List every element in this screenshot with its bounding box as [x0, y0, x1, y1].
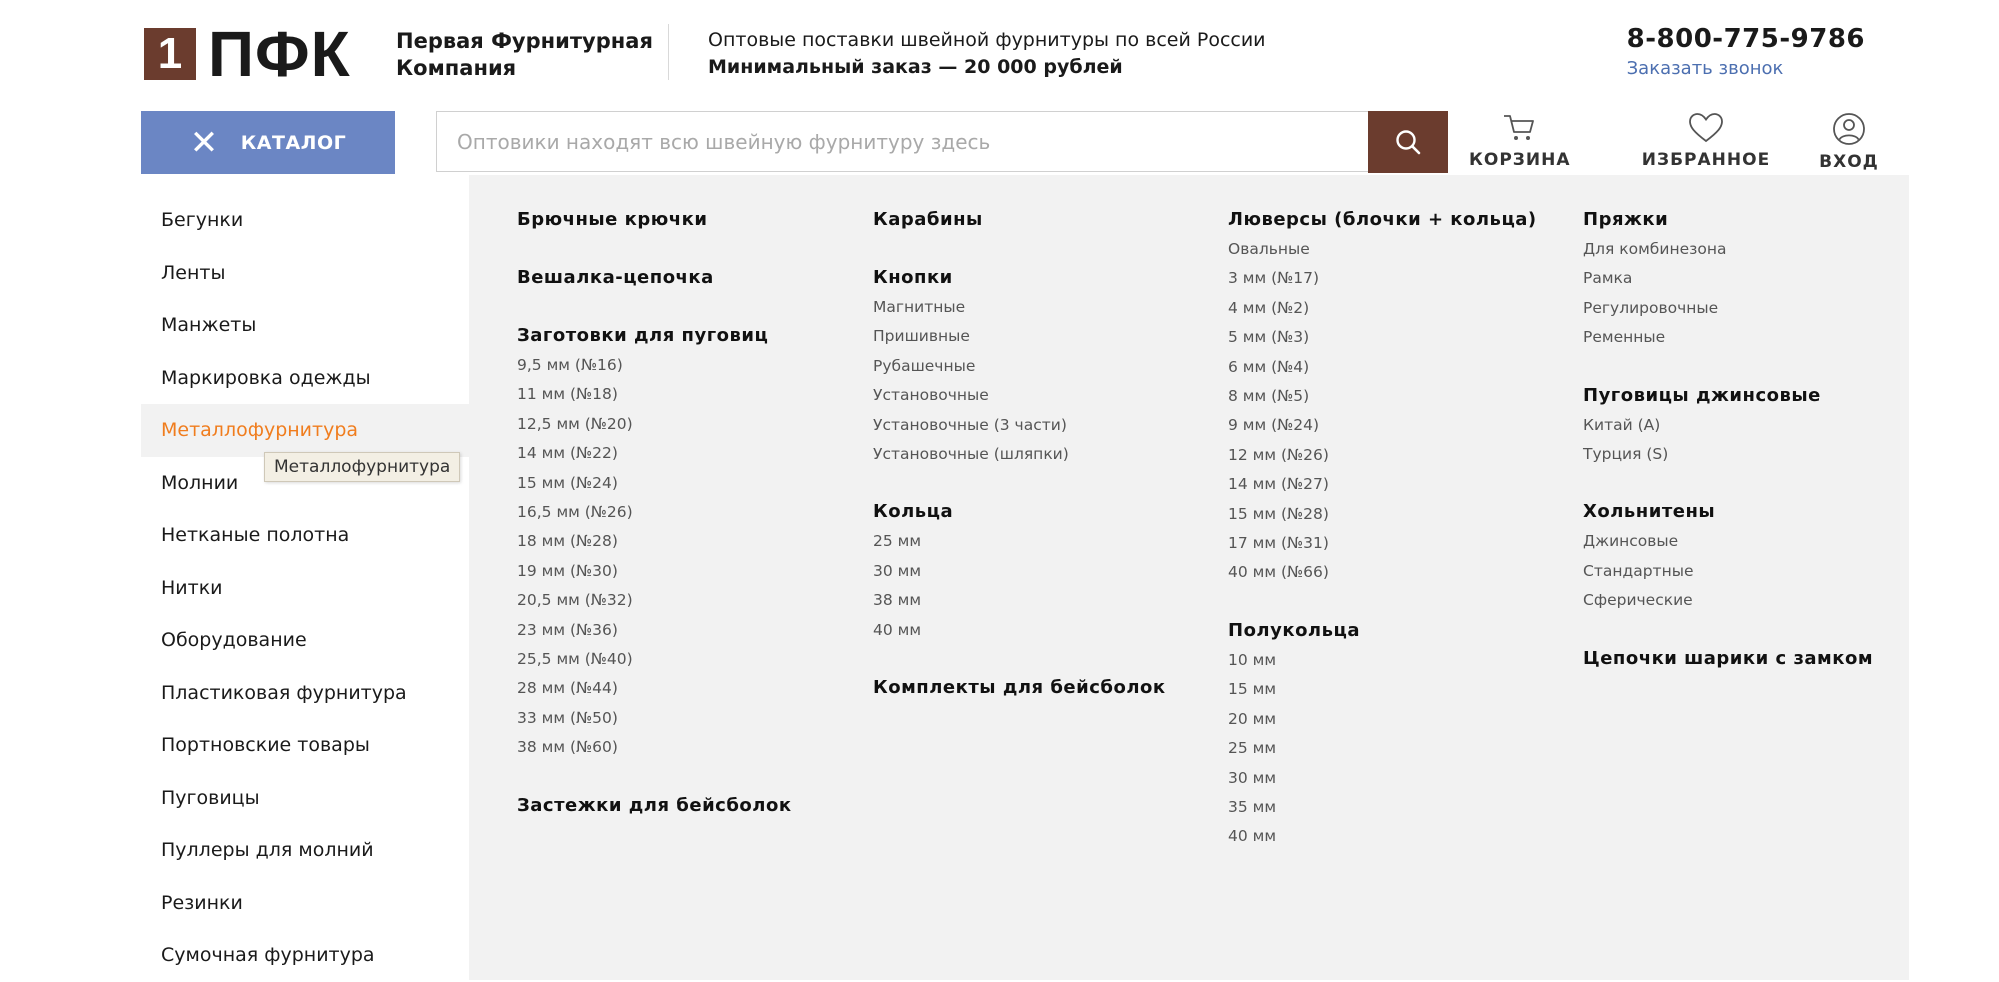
submenu-group-title[interactable]: Заготовки для пуговиц	[517, 325, 769, 346]
slogan	[708, 27, 1266, 81]
sidebar-item-oborudovanie[interactable]: Оборудование	[161, 629, 307, 651]
submenu-link[interactable]: Овальные	[1228, 240, 1310, 258]
submenu-link[interactable]: 14 мм (№22)	[517, 444, 618, 463]
submenu-column-2	[873, 205, 1213, 731]
submenu-link[interactable]: 25 мм	[1228, 739, 1277, 758]
sidebar-item-manzhety[interactable]: Манжеты	[161, 314, 257, 336]
submenu-link[interactable]: Регулировочные	[1583, 298, 1719, 317]
company-name	[396, 28, 653, 82]
submenu-link[interactable]: Сферические	[1583, 591, 1693, 610]
submenu-link[interactable]: 25,5 мм (№40)	[517, 650, 633, 669]
catalog-sidebar	[141, 194, 469, 982]
submenu-link[interactable]: 16,5 мм (№26)	[517, 503, 633, 522]
submenu-column-1	[517, 205, 857, 849]
header-divider	[668, 24, 669, 80]
submenu-group	[873, 263, 1213, 469]
submenu-link[interactable]: Установочные (шляпки)	[873, 445, 1069, 464]
submenu-link[interactable]: 15 мм (№28)	[1228, 504, 1329, 523]
submenu-group-title[interactable]: Карабины	[873, 209, 983, 230]
callback-link[interactable]: Заказать звонок	[1626, 58, 1784, 79]
submenu-group	[1583, 381, 1923, 470]
cart-label: КОРЗИНА	[1469, 150, 1571, 170]
submenu-group	[873, 205, 1213, 235]
search-input[interactable]	[455, 129, 1339, 155]
submenu-link[interactable]: 11 мм (№18)	[517, 385, 618, 404]
submenu-link[interactable]: Рубашечные	[873, 356, 976, 375]
slogan-line1: Оптовые поставки швейной фурнитуры по всей России	[708, 29, 1266, 51]
sidebar-item-sumochnaya-furnitura[interactable]: Сумочная фурнитура	[161, 944, 375, 966]
sidebar-item-begunki[interactable]: Бегунки	[161, 209, 244, 231]
company-name-line1: Первая Фурнитурная	[396, 29, 653, 53]
submenu-group-title[interactable]: Пуговицы джинсовые	[1583, 384, 1821, 406]
submenu-link[interactable]: Китай (A)	[1583, 415, 1661, 434]
submenu-link[interactable]: 4 мм (№2)	[1228, 298, 1310, 317]
login-label: ВХОД	[1819, 152, 1879, 172]
company-name-line2: Компания	[396, 56, 517, 80]
sidebar-item-plastikovaya-furnitura[interactable]: Пластиковая фурнитура	[161, 681, 407, 704]
submenu-link[interactable]: 25 мм	[873, 532, 922, 551]
submenu-group	[1228, 616, 1568, 852]
search-button[interactable]	[1368, 111, 1448, 173]
submenu-link[interactable]: 40 мм (№66)	[1228, 563, 1329, 582]
submenu-group	[517, 791, 857, 821]
submenu-link[interactable]: Стандартные	[1583, 561, 1694, 580]
submenu-link[interactable]: 15 мм	[1228, 680, 1277, 699]
submenu-link[interactable]: Для комбинезона	[1583, 240, 1727, 258]
submenu-group-title[interactable]: Брючные крючки	[517, 209, 708, 230]
logo[interactable]	[144, 18, 351, 90]
sidebar-item-markirovka[interactable]: Маркировка одежды	[161, 366, 371, 389]
submenu-link[interactable]: 40 мм	[1228, 827, 1277, 846]
submenu-link[interactable]: 38 мм	[873, 591, 922, 610]
submenu-link[interactable]: Турция (S)	[1583, 445, 1669, 464]
catalog-button[interactable]	[141, 111, 395, 174]
submenu-link[interactable]: 30 мм	[873, 561, 922, 580]
favorites-label: ИЗБРАННОЕ	[1641, 150, 1771, 170]
submenu-link[interactable]: Установочные	[873, 386, 989, 405]
submenu-link[interactable]: 33 мм (№50)	[517, 708, 618, 727]
submenu-group	[1583, 205, 1923, 353]
submenu-link[interactable]: 6 мм (№4)	[1228, 357, 1310, 376]
submenu-link[interactable]: 40 мм	[873, 620, 922, 639]
sidebar-item-metallofurnitura[interactable]: Металлофурнитура	[141, 404, 469, 457]
user-icon	[1832, 112, 1866, 146]
submenu-group	[1228, 205, 1568, 588]
sidebar-item-netkanye-polotna[interactable]: Нетканые полотна	[161, 524, 350, 546]
submenu-group	[873, 673, 1213, 703]
submenu-link[interactable]: Пришивные	[873, 327, 970, 346]
submenu-group-title[interactable]: Цепочки шарики с замком	[1583, 647, 1874, 669]
sidebar-item-rezinki[interactable]: Резинки	[161, 891, 243, 914]
search-icon	[1394, 128, 1422, 156]
submenu-group-title[interactable]: Застежки для бейсболок	[517, 794, 792, 816]
submenu-group-title[interactable]: Полукольца	[1228, 619, 1360, 641]
submenu-link[interactable]: 19 мм (№30)	[517, 561, 618, 580]
sidebar-item-molnii[interactable]: Молнии	[161, 471, 239, 494]
submenu-link[interactable]: 30 мм	[1228, 768, 1277, 787]
submenu-link[interactable]: 12,5 мм (№20)	[517, 414, 633, 433]
submenu-link[interactable]: 23 мм (№36)	[517, 620, 618, 639]
submenu-group-title[interactable]: Пряжки	[1583, 209, 1669, 230]
submenu-column-4	[1583, 205, 1923, 702]
slogan-line2: Минимальный заказ — 20 000 рублей	[708, 56, 1123, 78]
submenu-group	[517, 205, 857, 235]
favorites-button[interactable]	[1636, 112, 1776, 170]
heart-icon	[1688, 112, 1724, 144]
submenu-link[interactable]: 18 мм (№28)	[517, 532, 618, 551]
submenu-group-title[interactable]: Комплекты для бейсболок	[873, 677, 1166, 699]
catalog-button-label: КАТАЛОГ	[240, 131, 347, 154]
sidebar-item-pugovitsy[interactable]: Пуговицы	[161, 786, 260, 809]
submenu-link[interactable]: 14 мм (№27)	[1228, 475, 1329, 494]
submenu-link[interactable]: 17 мм (№31)	[1228, 534, 1329, 553]
submenu-group	[1583, 644, 1923, 674]
cart-button[interactable]	[1469, 112, 1569, 170]
logo-letters: ПФК	[208, 18, 351, 90]
submenu-column-3	[1228, 205, 1568, 880]
phone-block	[1627, 24, 1865, 79]
submenu-group	[1583, 497, 1923, 615]
submenu-group	[517, 263, 857, 293]
submenu-link[interactable]: 9 мм (№24)	[1228, 416, 1320, 435]
submenu-group-title[interactable]: Кольца	[873, 501, 954, 523]
submenu-link[interactable]: 28 мм (№44)	[517, 679, 618, 698]
submenu-link[interactable]: 20 мм	[1228, 709, 1277, 728]
logo-digit: 1	[144, 28, 196, 80]
submenu-link[interactable]: 20,5 мм (№32)	[517, 591, 633, 610]
submenu-link[interactable]: 3 мм (№17)	[1228, 269, 1320, 288]
submenu-link[interactable]: 5 мм (№3)	[1228, 328, 1310, 347]
submenu-link[interactable]: 12 мм (№26)	[1228, 445, 1329, 464]
submenu-group-title[interactable]: Хольнитены	[1583, 501, 1716, 523]
submenu-group-title[interactable]: Люверсы (блочки + кольца)	[1228, 209, 1537, 230]
submenu-link[interactable]: 38 мм (№60)	[517, 738, 618, 757]
sidebar-item-pullery[interactable]: Пуллеры для молний	[161, 839, 374, 861]
submenu-link[interactable]: 10 мм	[1228, 650, 1277, 669]
submenu-link[interactable]: Рамка	[1583, 269, 1633, 288]
submenu-link[interactable]: Ременные	[1583, 328, 1666, 347]
sidebar-item-lenty[interactable]: Ленты	[161, 261, 226, 284]
sidebar-item-portnovskie-tovary[interactable]: Портновские товары	[161, 734, 370, 756]
close-icon: ✕	[189, 122, 219, 163]
submenu-group	[517, 321, 857, 763]
submenu-link[interactable]: Магнитные	[873, 298, 966, 316]
submenu-link[interactable]: 15 мм (№24)	[517, 473, 618, 492]
submenu-link[interactable]: 35 мм	[1228, 797, 1277, 816]
submenu-group	[873, 497, 1213, 645]
submenu-group-title[interactable]: Вешалка-цепочка	[517, 267, 714, 288]
submenu-group-title[interactable]: Кнопки	[873, 267, 953, 288]
cart-icon	[1501, 112, 1537, 144]
search-box	[436, 111, 1368, 172]
login-button[interactable]	[1814, 112, 1884, 172]
submenu-link[interactable]: 8 мм (№5)	[1228, 387, 1310, 406]
sidebar-item-nitki[interactable]: Нитки	[161, 576, 223, 599]
tooltip: Металлофурнитура	[264, 452, 460, 482]
submenu-link[interactable]: 9,5 мм (№16)	[517, 356, 623, 374]
submenu-link[interactable]: Джинсовые	[1583, 532, 1679, 551]
catalog-submenu-panel	[469, 175, 1909, 980]
submenu-link[interactable]: Установочные (3 части)	[873, 415, 1067, 434]
phone-number[interactable]: 8-800-775-9786	[1626, 24, 1865, 54]
